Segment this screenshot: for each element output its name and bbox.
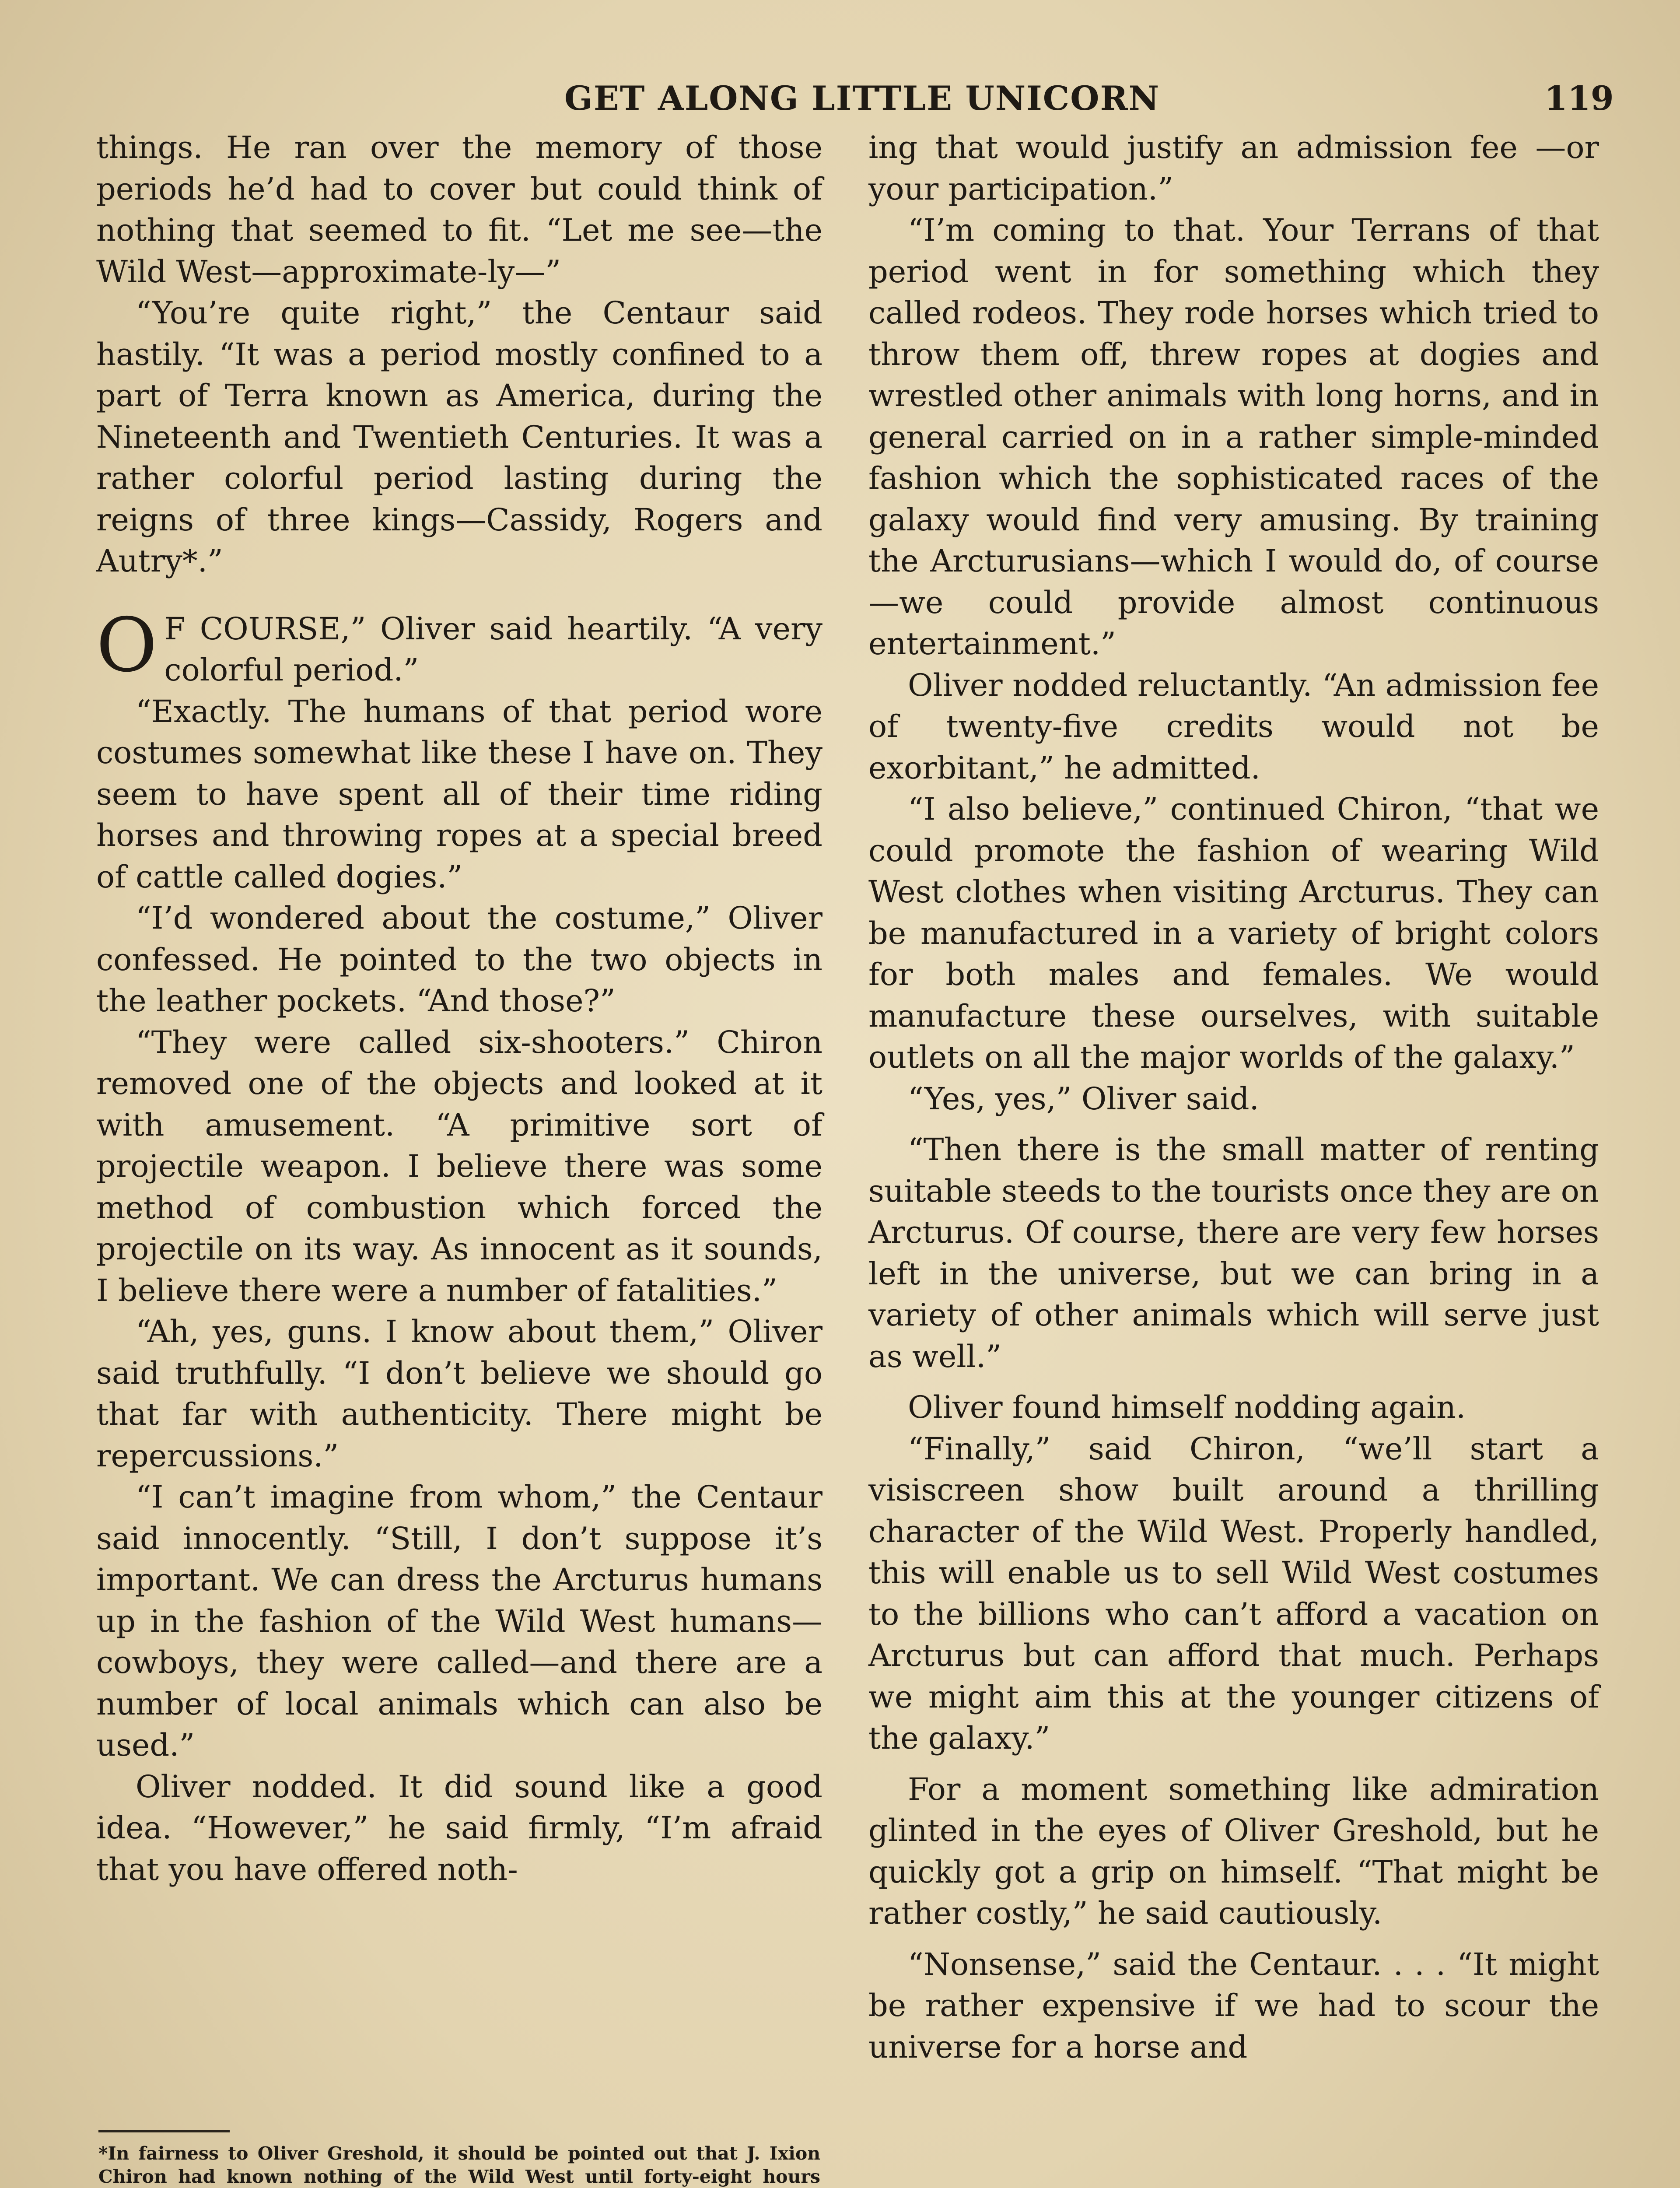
- paragraph: Oliver found himself nodding again.: [908, 1389, 1466, 1425]
- paragraph: “Finally,” said Chiron, “we’ll start a visiscreen show built around a thrilling character of the Wild West. Properly handled, this will enable us to sell Wild West costumes to the billions who can’t afford a vacation on Arcturus but can afford that much. Perhaps we might aim this at the younger citizens of the galaxy.”: [868, 1431, 1599, 1756]
- running-title: GET ALONG LITTLE UNICORN: [564, 79, 1160, 118]
- paragraph: “Then there is the small matter of renting suitable steeds to the tourists once they are on Arcturus. Of course, there are very few horses left in the universe, but we can bring in a variety of other animals which will serve just as well.”: [868, 1132, 1599, 1375]
- paragraph: “You’re quite right,” the Centaur said hastily. “It was a period mostly confined to a part of Terra known as America, during the Nineteenth and Twentieth Centuries. It was a rather colorful period lasting during the reigns of three kings—Cassidy, Rogers and Autry*.”: [96, 295, 822, 579]
- paragraph: “Yes, yes,” Oliver said.: [908, 1080, 1259, 1117]
- page-number: 119: [1544, 79, 1614, 118]
- paragraph: “Exactly. The humans of that period wore costumes somewhat like these I have on. They seem to have spent all of their time riding horses and throwing ropes at a special breed of cattle called dogies.”: [96, 693, 822, 895]
- dropcap-letter: O: [96, 602, 158, 689]
- paragraph: For a moment something like admiration glinted in the eyes of Oliver Greshold, but he quickly got a grip on himself. “That might be rather costly,” he said cautiously.: [868, 1771, 1599, 1931]
- paragraph: Oliver nodded reluctantly. “An admission fee of twenty-five credits would not be exorbitant,” he admitted.: [868, 667, 1599, 786]
- paragraph: “They were called six-shooters.” Chiron removed one of the objects and looked at it with amusement. “A primitive sort of projectile weapon. I believe there was some method of combustion which forced the projectile on its way. As innocent as it sounds, I believe there were a number of fatalities.”: [96, 1024, 822, 1308]
- dropcap-paragraph: [96, 602, 822, 691]
- paragraph: things. He ran over the memory of those periods he’d had to cover but could think of nothing that seemed to fit. “Let me see—the Wild West—approximate-ly—”: [96, 130, 822, 290]
- left-column: [96, 127, 822, 1890]
- paragraph: “I can’t imagine from whom,” the Centaur said innocently. “Still, I don’t suppose it’s important. We can dress the Arcturus humans up in the fashion of the Wild West humans—cowboys, they were called—and there are a number of local animals which can also be used.”: [96, 1479, 822, 1763]
- paragraph: “I also believe,” continued Chiron, “that we could promote the fashion of wearing Wild West clothes when visiting Arcturus. They can be manufactured in a variety of bright colors for both males and females. We would manufacture these ourselves, with suitable outlets on all the major worlds of the galaxy.”: [868, 791, 1599, 1075]
- paragraph: “I’m coming to that. Your Terrans of that period went in for something which they called rodeos. They rode horses which tried to throw them off, threw ropes at dogies and wrestled other animals with long horns, and in general carried on in a rather simple-minded fashion which the sophisticated races of the galaxy would find very amusing. By training the Arcturusians—which I would do, of course—we could provide almost continuous entertainment.”: [868, 212, 1599, 662]
- paragraph: ing that would justify an admission fee —or your participation.”: [868, 130, 1599, 207]
- right-column: [868, 127, 1599, 2068]
- paragraph: “Nonsense,” said the Centaur. . . . “It might be rather expensive if we had to scour the universe for a horse and: [868, 1946, 1599, 2065]
- footnote: *In fairness to Oliver Greshold, it should be pointed out that J. Ixion Chiron had known nothing of the Wild West until forty-eight hours: [98, 2143, 820, 2187]
- footnote-rule: [98, 2130, 230, 2132]
- dropcap-paragraph-text: F COURSE,” Oliver said heartily. “A very colorful period.”: [164, 610, 822, 688]
- paragraph: Oliver nodded. It did sound like a good idea. “However,” he said firmly, “I’m afraid that you have offered noth-: [96, 1768, 822, 1887]
- page-header: [0, 79, 1680, 127]
- paragraph: “Ah, yes, guns. I know about them,” Oliver said truthfully. “I don’t believe we should go that far with authenticity. There might be repercussions.”: [96, 1314, 822, 1474]
- paragraph: “I’d wondered about the costume,” Oliver confessed. He pointed to the two objects in the leather pockets. “And those?”: [96, 900, 822, 1019]
